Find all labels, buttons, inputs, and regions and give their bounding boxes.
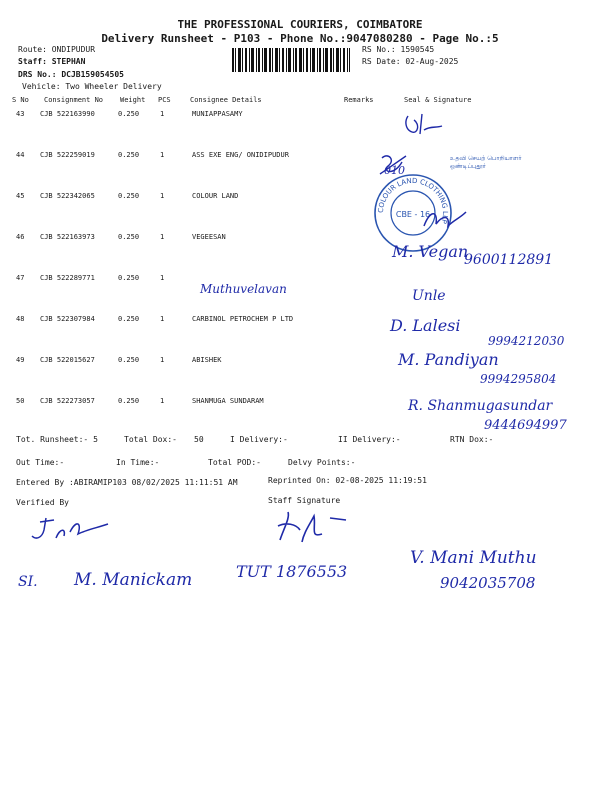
row-sno: 49 bbox=[16, 356, 25, 364]
out-time: Out Time:- bbox=[16, 458, 65, 467]
row-sno: 44 bbox=[16, 151, 25, 159]
row-sno: 50 bbox=[16, 397, 25, 405]
row-weight: 0.250 bbox=[118, 192, 140, 200]
row-consignment: CJB 522163990 bbox=[40, 110, 95, 118]
in-time: In Time:- bbox=[116, 458, 160, 467]
entered-by: Entered By :ABIRAMIP103 08/02/2025 11:11:51 AM bbox=[16, 478, 238, 487]
document-subtitle: Delivery Runsheet - P103 - Phone No.:9047080280 - Page No.:5 bbox=[101, 32, 499, 45]
row-consignment: CJB 522259019 bbox=[40, 151, 95, 159]
row49-signature: M. Pandiyan bbox=[398, 350, 499, 369]
verified-by: Verified By bbox=[16, 498, 69, 507]
col-consignee: Consignee Details bbox=[190, 96, 262, 104]
row49-phone: 9994295804 bbox=[480, 372, 557, 386]
ii-delivery: II Delivery:- bbox=[338, 435, 401, 444]
bottom-right-phone: 9042035708 bbox=[440, 574, 536, 592]
row-sno: 45 bbox=[16, 192, 25, 200]
row-consignee: SHANMUGA SUNDARAM bbox=[192, 397, 264, 405]
verifier-signature bbox=[26, 510, 126, 546]
row-consignment: CJB 522307984 bbox=[40, 315, 95, 323]
rs-date: RS Date: 02-Aug-2025 bbox=[362, 57, 459, 66]
row-pcs: 1 bbox=[160, 397, 165, 405]
row50-phone: 9444694997 bbox=[484, 418, 567, 433]
barcode bbox=[232, 48, 350, 72]
row-consignee: COLOUR LAND bbox=[192, 192, 239, 200]
col-weight: Weight bbox=[120, 96, 146, 104]
route: Route: ONDIPUDUR bbox=[18, 45, 96, 54]
row46-signature: M. Vegan bbox=[392, 242, 469, 261]
row-consignment: CJB 522015627 bbox=[40, 356, 95, 364]
bottom-si: SI. bbox=[18, 574, 38, 590]
row-pcs: 1 bbox=[160, 356, 165, 364]
row48-phone: 9994212030 bbox=[488, 334, 565, 348]
row-pcs: 1 bbox=[160, 274, 165, 282]
bottom-id: TUT 1876553 bbox=[236, 562, 348, 581]
row-sno: 47 bbox=[16, 274, 25, 282]
row-consignment: CJB 522342065 bbox=[40, 192, 95, 200]
row-weight: 0.250 bbox=[118, 397, 140, 405]
staff-signature-label: Staff Signature bbox=[268, 496, 341, 505]
staff-signature bbox=[270, 508, 360, 548]
row-consignment: CJB 522289771 bbox=[40, 274, 95, 282]
row-consignee: ASS EXE ENG/ ONIDIPUDUR bbox=[192, 151, 289, 159]
row-sno: 48 bbox=[16, 315, 25, 323]
row-pcs: 1 bbox=[160, 110, 165, 118]
col-sno: S No bbox=[12, 96, 29, 104]
signature-row43 bbox=[400, 112, 460, 138]
row-sno: 46 bbox=[16, 233, 25, 241]
vehicle: Vehicle: Two Wheeler Delivery bbox=[22, 82, 162, 91]
tamil-seal: உதவி செயற் பொறியாளர் ஒண்டிப்புதூர் bbox=[450, 155, 522, 170]
row-consignee: CARBINOL PETROCHEM P LTD bbox=[192, 315, 294, 323]
bottom-name: M. Manickam bbox=[74, 570, 193, 590]
col-remarks: Remarks bbox=[344, 96, 374, 104]
row-weight: 0.250 bbox=[118, 151, 140, 159]
document-title: THE PROFESSIONAL COURIERS, COIMBATORE bbox=[177, 18, 423, 31]
total-pod: Total POD:- bbox=[208, 458, 261, 467]
signature-row45 bbox=[420, 206, 470, 234]
row-pcs: 1 bbox=[160, 233, 165, 241]
row-weight: 0.250 bbox=[118, 110, 140, 118]
row50-signature: R. Shanmugasundar bbox=[408, 398, 553, 414]
seal-outer-text: COLOUR LAND CLOTHING LLP bbox=[376, 176, 450, 225]
row-pcs: 1 bbox=[160, 192, 165, 200]
reprinted-on: Reprinted On: 02-08-2025 11:19:51 bbox=[268, 476, 427, 485]
total-dox-label: Total Dox:- bbox=[124, 435, 177, 444]
row-consignee: VEGEESAN bbox=[192, 233, 226, 241]
total-runsheet: Tot. Runsheet:- 5 bbox=[16, 435, 98, 444]
row44-mark: 010 bbox=[384, 164, 405, 177]
row-consignee: MUNIAPPASAMY bbox=[192, 110, 243, 118]
row48-signature: D. Lalesi bbox=[390, 316, 461, 335]
seal-inner-text: CBE - 16 bbox=[395, 210, 431, 219]
bottom-right-name: V. Mani Muthu bbox=[410, 548, 537, 568]
row-pcs: 1 bbox=[160, 151, 165, 159]
row-pcs: 1 bbox=[160, 315, 165, 323]
row-sno: 43 bbox=[16, 110, 25, 118]
row47-name: Muthuvelavan bbox=[200, 282, 287, 296]
col-seal-signature: Seal & Signature bbox=[404, 96, 472, 104]
total-dox-value: 50 bbox=[194, 435, 204, 444]
staff: Staff: STEPHAN bbox=[18, 57, 86, 66]
row-weight: 0.250 bbox=[118, 356, 140, 364]
row-weight: 0.250 bbox=[118, 233, 140, 241]
row-consignment: CJB 522273057 bbox=[40, 397, 95, 405]
row-weight: 0.250 bbox=[118, 274, 140, 282]
row47-signature: Unle bbox=[412, 288, 446, 304]
row-weight: 0.250 bbox=[118, 315, 140, 323]
col-consignment: Consignment No bbox=[44, 96, 104, 104]
row-consignee: ABISHEK bbox=[192, 356, 222, 364]
rtn-dox: RTN Dox:- bbox=[450, 435, 494, 444]
row46-phone: 9600112891 bbox=[464, 252, 554, 268]
row-consignment: CJB 522163973 bbox=[40, 233, 95, 241]
delvy-points: Delvy Points:- bbox=[288, 458, 356, 467]
col-pcs: PCS bbox=[158, 96, 171, 104]
rs-number: RS No.: 1590545 bbox=[362, 45, 435, 54]
drs-number: DRS No.: DCJB159054505 bbox=[18, 70, 124, 79]
i-delivery: I Delivery:- bbox=[230, 435, 288, 444]
